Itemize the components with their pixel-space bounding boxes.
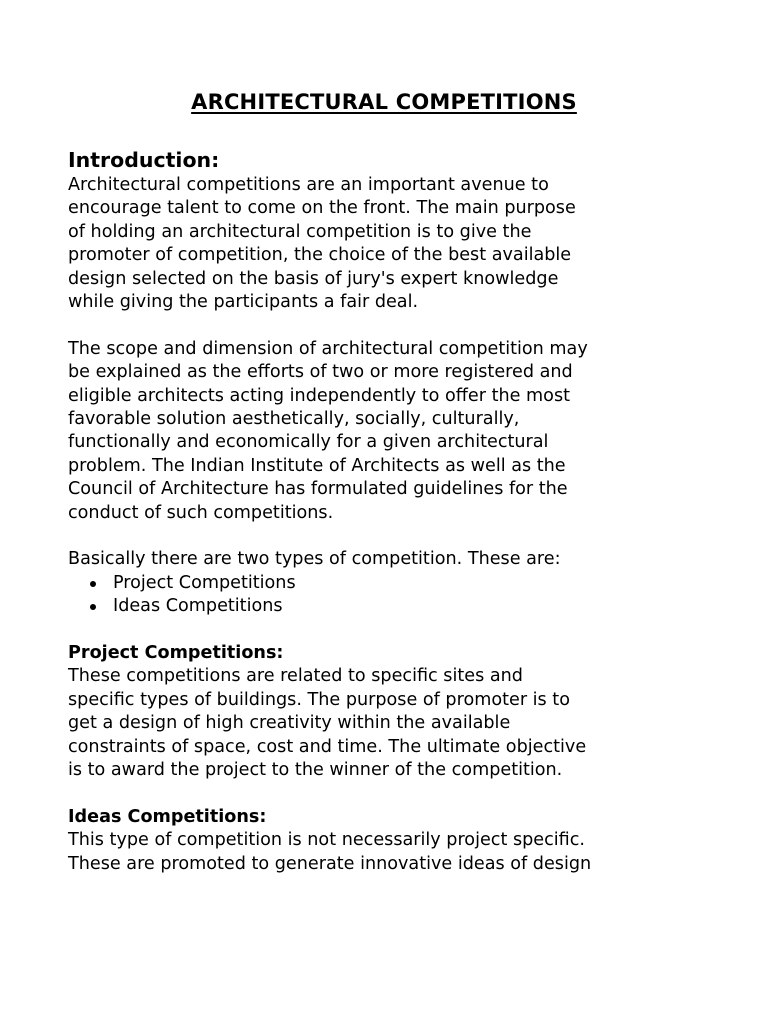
text-line: while giving the participants a fair deal. <box>68 292 419 313</box>
project-heading: Project Competitions: <box>68 643 284 664</box>
text-line: conduct of such competitions. <box>68 502 334 523</box>
bullet-icon <box>90 604 96 610</box>
ideas-heading: Ideas Competitions: <box>68 806 267 827</box>
text-line: Council of Architecture has formulated guidelines for the <box>68 479 568 500</box>
scope-paragraph <box>68 338 708 525</box>
types-list <box>68 572 708 619</box>
paragraph-gap <box>68 525 708 548</box>
intro-paragraph <box>68 174 708 314</box>
list-item-label: Ideas Competitions <box>113 596 283 617</box>
list-item <box>68 572 708 595</box>
list-item <box>68 595 708 618</box>
bullet-icon <box>90 581 96 587</box>
document-body <box>68 146 708 876</box>
project-paragraph <box>68 665 708 782</box>
text-line: promoter of competition, the choice of the best available <box>68 245 572 266</box>
text-line: get a design of high creativity within the available <box>68 713 511 734</box>
paragraph-gap <box>68 619 708 642</box>
text-line: specific types of buildings. The purpose of promoter is to <box>68 689 570 710</box>
paragraph-gap <box>68 314 708 337</box>
text-line: of holding an architectural competition is to give the <box>68 221 532 242</box>
text-line: design selected on the basis of jury's expert knowledge <box>68 268 559 289</box>
text-line: be explained as the efforts of two or more registered and <box>68 362 573 383</box>
text-line: The scope and dimension of architectural competition may <box>68 338 588 359</box>
text-line: These competitions are related to specific sites and <box>68 666 523 687</box>
types-intro <box>68 548 708 571</box>
document-title: ARCHITECTURAL COMPETITIONS <box>191 90 577 114</box>
text-line: These are promoted to generate innovative ideas of design <box>68 853 592 874</box>
text-line: functionally and economically for a given architectural <box>68 432 549 453</box>
text-line: constraints of space, cost and time. The ultimate objective <box>68 736 587 757</box>
list-item-label: Project Competitions <box>113 572 296 593</box>
intro-heading: Introduction: <box>68 148 220 172</box>
paragraph-gap <box>68 783 708 806</box>
text-line: is to award the project to the winner of the competition. <box>68 760 563 781</box>
text-line: This type of competition is not necessarily project specific. <box>68 830 586 851</box>
text-line: eligible architects acting independently to offer the most <box>68 385 571 406</box>
text-line: favorable solution aesthetically, socially, culturally, <box>68 409 520 430</box>
text-line: Architectural competitions are an important avenue to <box>68 175 549 195</box>
ideas-paragraph <box>68 829 708 876</box>
text-line: problem. The Indian Institute of Architects as well as the <box>68 455 566 476</box>
text-line: Basically there are two types of competition. These are: <box>68 549 561 570</box>
text-line: encourage talent to come on the front. The main purpose <box>68 198 576 219</box>
